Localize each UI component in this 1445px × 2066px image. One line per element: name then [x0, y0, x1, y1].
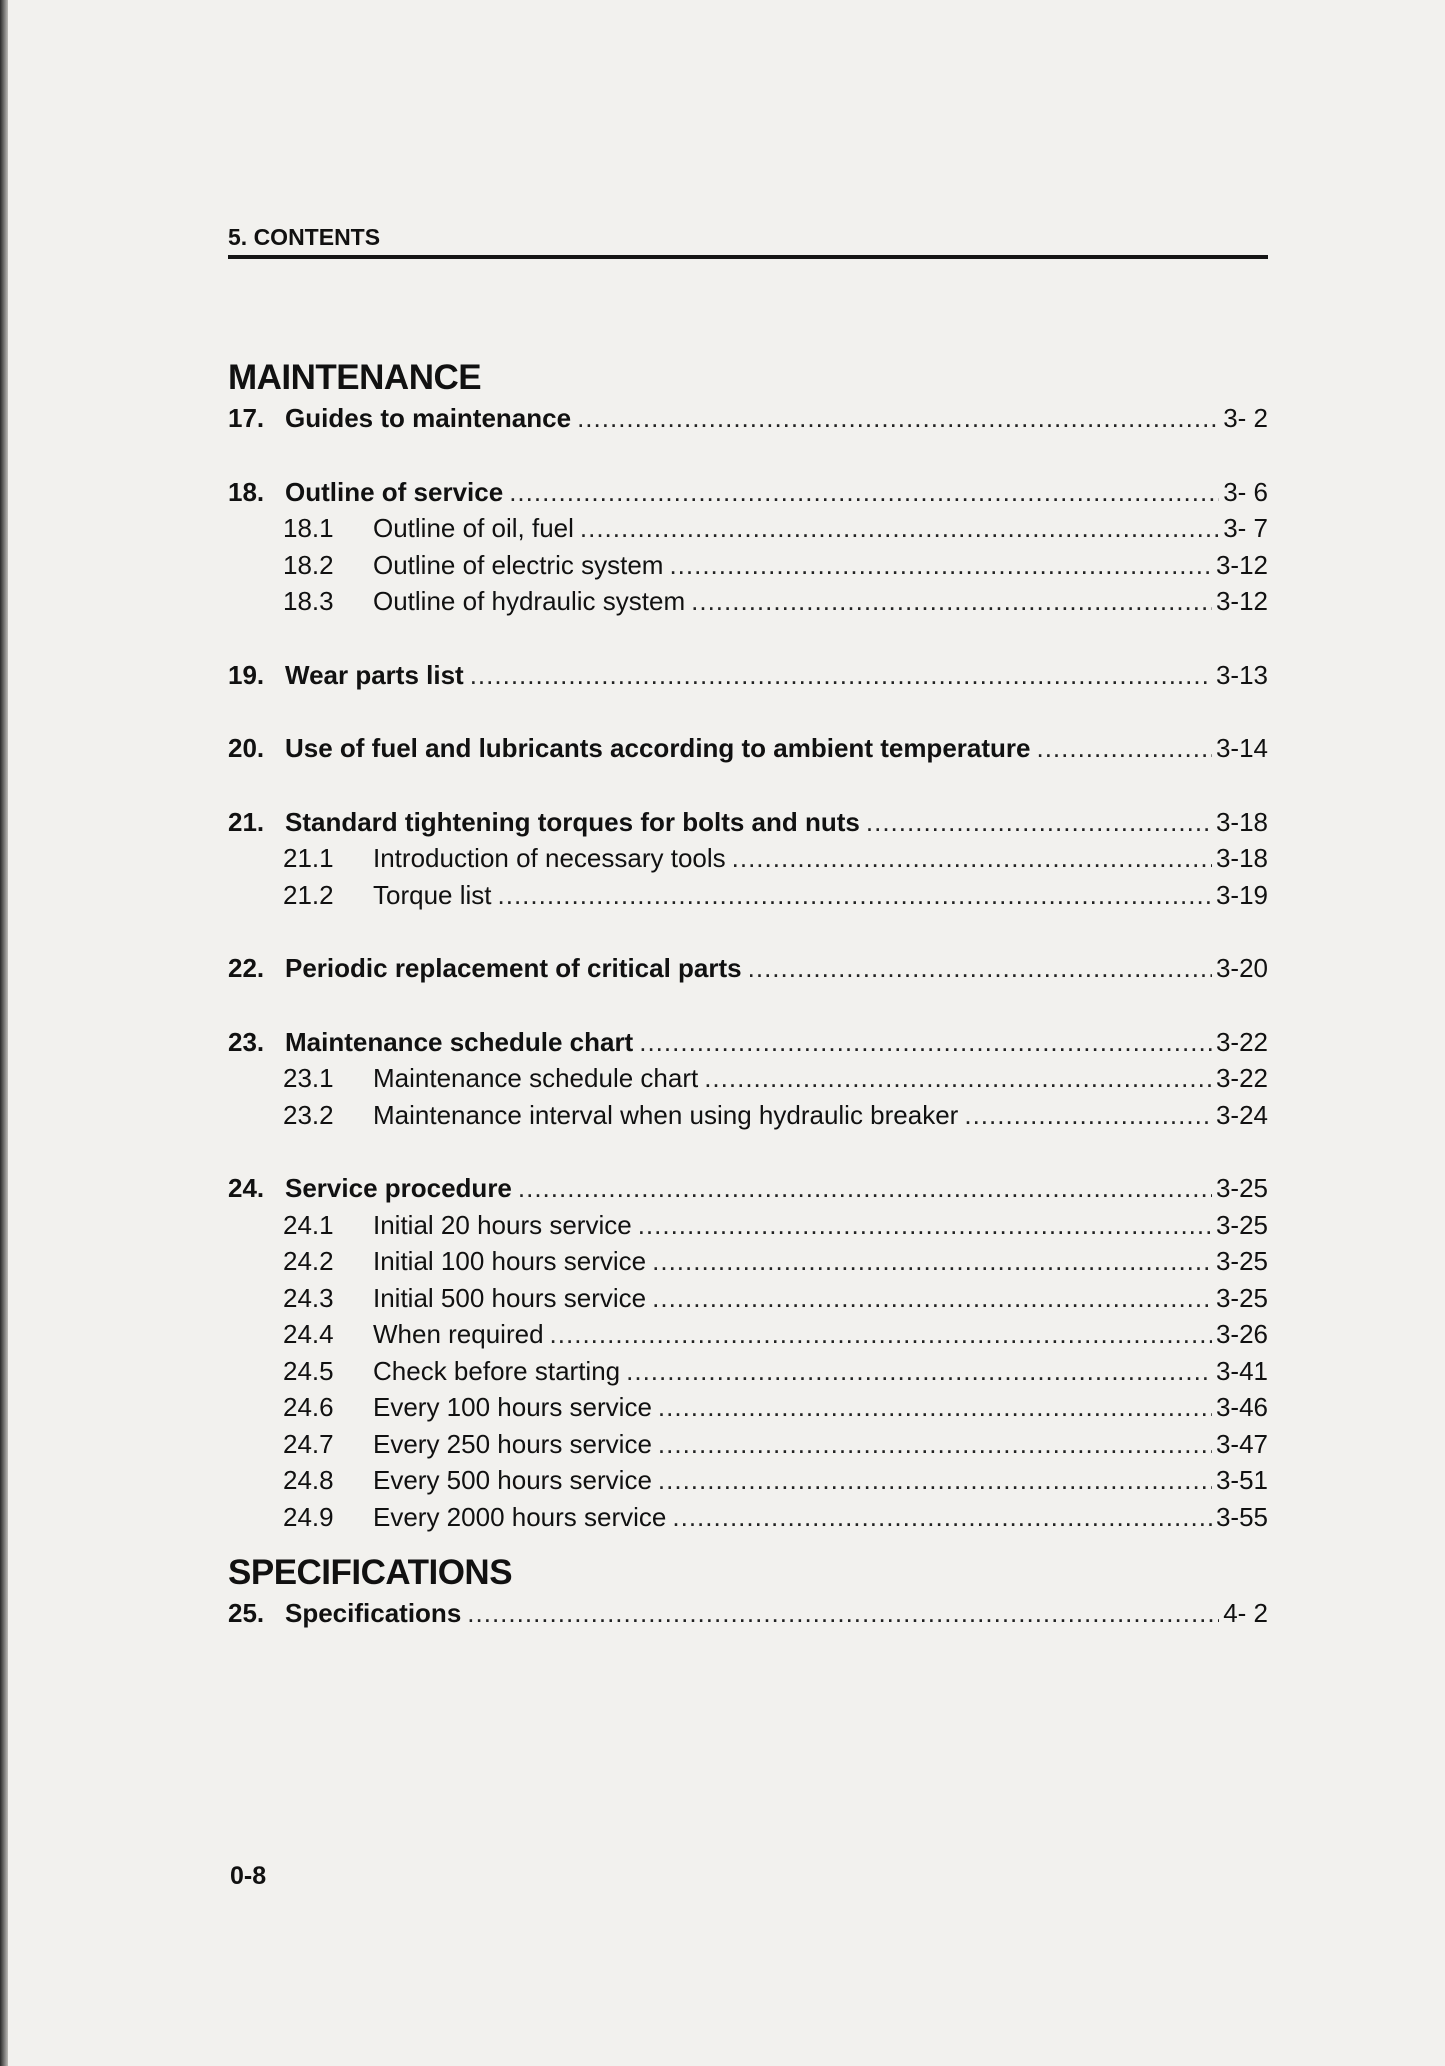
entry-page: 3- 7 [1223, 513, 1268, 543]
entry-title: Periodic replacement of critical parts [285, 953, 742, 983]
entry-page: 3-12 [1215, 586, 1268, 616]
toc-entry[interactable] [228, 1595, 1268, 1632]
header-title: 5. CONTENTS [228, 224, 381, 250]
entry-number: 21.2 [283, 879, 334, 910]
entry-page: 3-13 [1215, 659, 1268, 690]
entry-page: 3- 6 [1223, 476, 1268, 507]
entry-number: 21. [228, 806, 265, 837]
page-number: 0-8 [230, 1862, 267, 1890]
toc-entry[interactable] [228, 1024, 1268, 1061]
entry-title: Use of fuel and lubricants according to ambient temperature [285, 733, 1031, 763]
leader-dots [626, 1353, 1212, 1390]
toc-entry[interactable] [228, 1462, 1268, 1499]
toc-group [228, 730, 1268, 767]
entry-page: 3-46 [1215, 1392, 1268, 1422]
entry-number: 24. [228, 1173, 265, 1203]
toc-group [228, 400, 1268, 437]
entry-title: Every 100 hours service [373, 1392, 652, 1422]
entry-number: 20. [228, 733, 265, 763]
leader-dots [732, 840, 1212, 877]
entry-number: 23. [228, 1026, 265, 1057]
entry-number: 24.9 [283, 1501, 334, 1532]
entry-title: Maintenance schedule chart [373, 1063, 699, 1093]
entry-number: 23.1 [283, 1063, 334, 1093]
leader-dots [669, 547, 1212, 584]
entry-number: 17. [228, 403, 265, 433]
entry-page: 3-25 [1215, 1209, 1268, 1240]
leader-dots [672, 1499, 1212, 1536]
toc-group [228, 1024, 1268, 1134]
entry-page: 3-25 [1215, 1246, 1268, 1276]
toc-entry[interactable] [228, 547, 1268, 584]
entry-page: 3-20 [1215, 953, 1268, 983]
entry-page: 3-22 [1215, 1063, 1268, 1093]
toc-entry[interactable] [228, 1243, 1268, 1280]
leader-dots [638, 1207, 1212, 1244]
entry-number: 24.3 [283, 1282, 334, 1313]
entry-title: Initial 20 hours service [373, 1209, 632, 1240]
entry-number: 22. [228, 953, 265, 983]
leader-dots [658, 1462, 1212, 1499]
leader-dots [577, 400, 1219, 437]
toc-entry[interactable] [228, 1426, 1268, 1463]
entry-number: 21.1 [283, 843, 334, 873]
entry-page: 3-25 [1215, 1173, 1268, 1203]
leader-dots [658, 1389, 1212, 1426]
running-header [228, 224, 1268, 259]
entry-number: 18. [228, 476, 265, 507]
toc-entry[interactable] [228, 730, 1268, 767]
toc-entry[interactable] [228, 1060, 1268, 1097]
entry-page: 3-18 [1215, 843, 1268, 873]
entry-page: 4- 2 [1223, 1598, 1268, 1628]
toc-entry[interactable] [228, 1389, 1268, 1426]
toc-entry[interactable] [228, 1097, 1268, 1134]
maintenance-entries [228, 400, 1268, 1535]
toc-entry[interactable] [228, 877, 1268, 914]
toc-group [228, 657, 1268, 694]
entry-title: Outline of service [285, 476, 504, 507]
leader-dots [866, 804, 1212, 841]
entry-number: 24.7 [283, 1428, 334, 1459]
entry-number: 18.2 [283, 549, 334, 580]
entry-number: 24.4 [283, 1319, 334, 1349]
entry-number: 18.3 [283, 586, 334, 616]
entry-title: Maintenance schedule chart [285, 1026, 634, 1057]
toc-group [228, 474, 1268, 620]
entry-number: 24.5 [283, 1355, 334, 1386]
toc-entry[interactable] [228, 804, 1268, 841]
toc-group [228, 804, 1268, 914]
entry-title: Outline of electric system [373, 549, 664, 580]
leader-dots [652, 1280, 1212, 1317]
entry-page: 3-51 [1215, 1465, 1268, 1495]
entry-number: 24.8 [283, 1465, 334, 1495]
entry-page: 3-19 [1215, 879, 1268, 910]
entry-title: Every 250 hours service [373, 1428, 652, 1459]
entry-title: Wear parts list [285, 659, 464, 690]
leader-dots [467, 1595, 1219, 1632]
entry-page: 3-12 [1215, 549, 1268, 580]
entry-title: When required [373, 1319, 544, 1349]
entry-title: Check before starting [373, 1355, 621, 1386]
entry-number: 19. [228, 659, 265, 690]
leader-dots [1036, 730, 1211, 767]
toc-entry[interactable] [228, 1207, 1268, 1244]
page-edge-shadow [0, 0, 8, 2066]
leader-dots [748, 950, 1212, 987]
toc-entry[interactable] [228, 1353, 1268, 1390]
entry-title: Maintenance interval when using hydraulic breaker [373, 1099, 959, 1130]
toc-entry[interactable] [228, 657, 1268, 694]
leader-dots [550, 1316, 1212, 1353]
leader-dots [518, 1170, 1212, 1207]
entry-page: 3-26 [1215, 1319, 1268, 1349]
entry-title: Every 500 hours service [373, 1465, 652, 1495]
entry-title: Outline of oil, fuel [373, 513, 574, 543]
entry-title: Introduction of necessary tools [373, 843, 726, 873]
entry-title: Initial 100 hours service [373, 1246, 647, 1276]
entry-number: 18.1 [283, 513, 334, 543]
leader-dots [639, 1024, 1212, 1061]
entry-number: 24.6 [283, 1392, 334, 1422]
entry-page: 3-47 [1215, 1428, 1268, 1459]
toc-entry[interactable] [228, 474, 1268, 511]
header-rule [228, 255, 1268, 259]
entry-number: 23.2 [283, 1099, 334, 1130]
entry-title: Every 2000 hours service [373, 1501, 667, 1532]
entry-page: 3-22 [1215, 1026, 1268, 1057]
toc-entry[interactable] [228, 1280, 1268, 1317]
entry-title: Initial 500 hours service [373, 1282, 647, 1313]
toc-entry[interactable] [228, 1499, 1268, 1536]
entry-number: 24.1 [283, 1209, 334, 1240]
entry-title: Guides to maintenance [285, 403, 572, 433]
leader-dots [658, 1426, 1212, 1463]
specifications-entries [228, 1595, 1268, 1632]
entry-page: 3-14 [1215, 733, 1268, 763]
entry-title: Torque list [373, 879, 492, 910]
toc-entry[interactable] [228, 510, 1268, 547]
entry-page: 3-55 [1215, 1501, 1268, 1532]
leader-dots [470, 657, 1212, 694]
entry-title: Service procedure [285, 1173, 512, 1203]
entry-page: 3-18 [1215, 806, 1268, 837]
toc-entry[interactable] [228, 583, 1268, 620]
entry-page: 3-41 [1215, 1355, 1268, 1386]
leader-dots [509, 474, 1219, 511]
entry-title: Outline of hydraulic system [373, 586, 686, 616]
leader-dots [498, 877, 1212, 914]
toc-entry[interactable] [228, 950, 1268, 987]
leader-dots [580, 510, 1219, 547]
entry-title: Specifications [285, 1598, 462, 1628]
toc-entry[interactable] [228, 840, 1268, 877]
table-of-contents [228, 356, 1268, 1632]
entry-number: 25. [228, 1598, 265, 1628]
entry-page: 3-25 [1215, 1282, 1268, 1313]
toc-entry[interactable] [228, 400, 1268, 437]
toc-group [228, 1170, 1268, 1535]
entry-page: 3-24 [1215, 1099, 1268, 1130]
toc-entry[interactable] [228, 1170, 1268, 1207]
leader-dots [652, 1243, 1212, 1280]
toc-entry[interactable] [228, 1316, 1268, 1353]
section-heading-maintenance: MAINTENANCE [228, 358, 482, 397]
entry-number: 24.2 [283, 1246, 334, 1276]
entry-title: Standard tightening torques for bolts and nuts [285, 806, 860, 837]
leader-dots [691, 583, 1212, 620]
leader-dots [964, 1097, 1212, 1134]
entry-page: 3- 2 [1223, 403, 1268, 433]
section-heading-specifications: SPECIFICATIONS [228, 1553, 513, 1592]
toc-group [228, 950, 1268, 987]
leader-dots [704, 1060, 1212, 1097]
